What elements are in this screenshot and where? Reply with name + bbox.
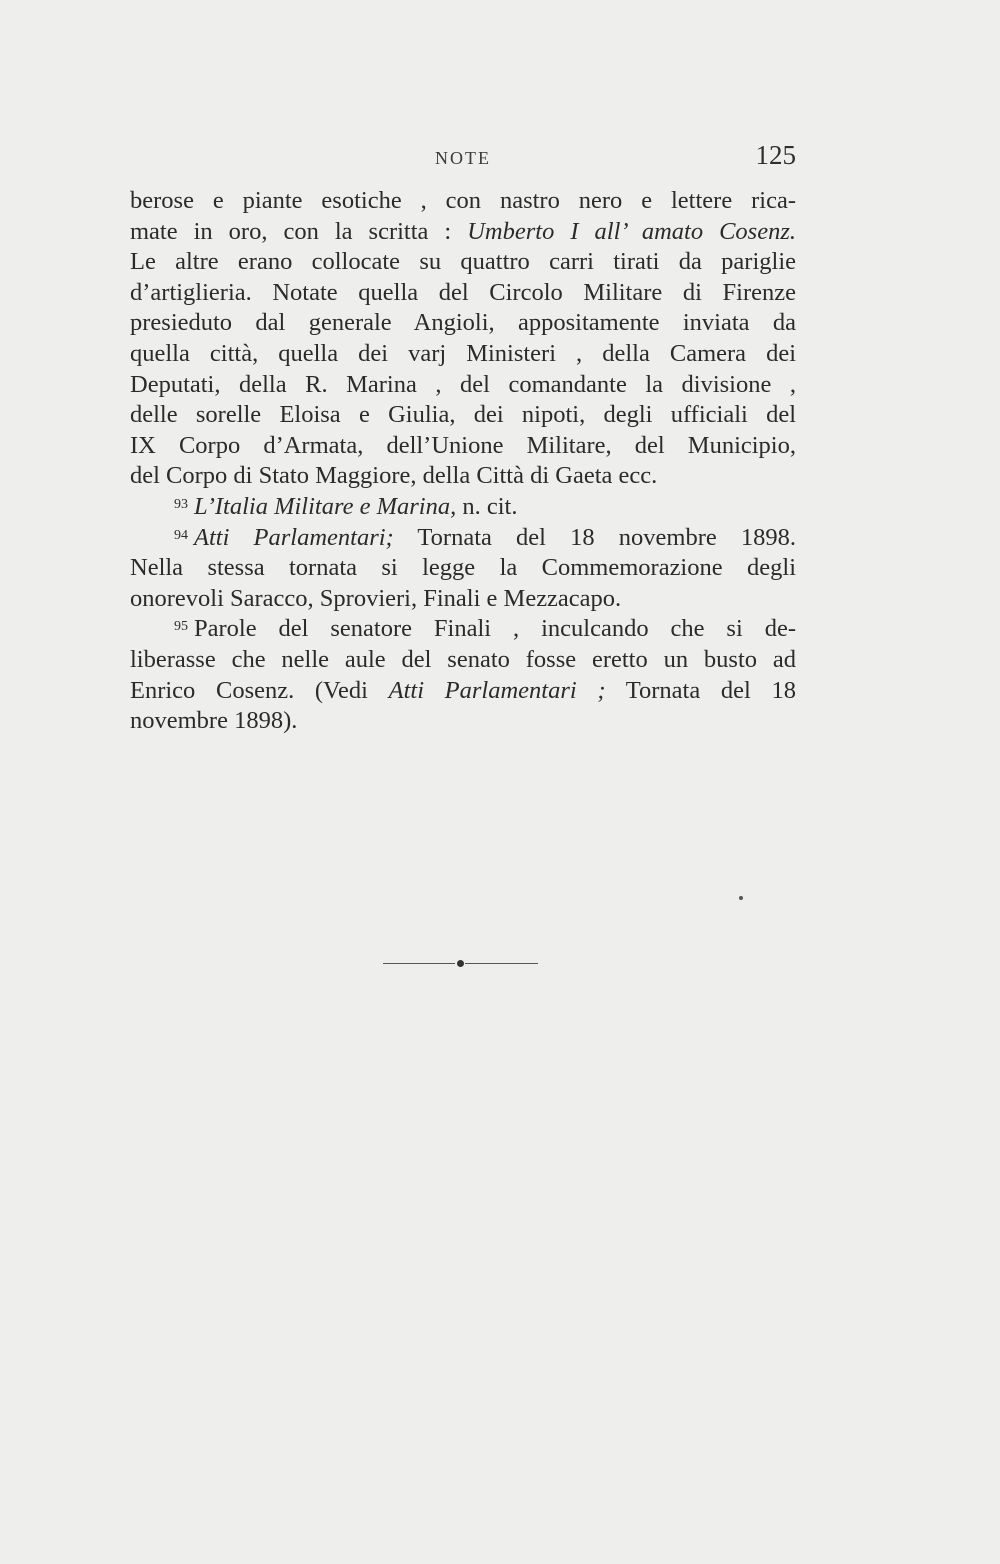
- text-line: quella città, quella dei varj Ministeri , della Camera dei: [130, 339, 796, 367]
- footnote-94: [130, 523, 796, 554]
- notes-text: [130, 186, 796, 737]
- text-line: Deputati, della R. Marina , del comandante la divisione ,: [130, 370, 796, 398]
- italic-reference: Atti Parlamentari ;: [388, 676, 606, 704]
- text-segment: Tornata del 18 novembre 1898.: [393, 523, 796, 551]
- ornament-rule-left: [383, 963, 455, 964]
- section-end-ornament: [383, 958, 538, 970]
- text-line: [130, 217, 796, 248]
- text-segment: n. cit.: [456, 492, 518, 520]
- footnote-93: [130, 492, 796, 523]
- running-title: NOTE: [435, 148, 491, 168]
- running-head: [130, 140, 796, 180]
- ornament-dot: [457, 960, 464, 967]
- text-line: IX Corpo d’Armata, dell’Unione Militare, del Municipio,: [130, 431, 796, 459]
- text-line: delle sorelle Eloisa e Giulia, dei nipoti, degli ufficiali del: [130, 401, 796, 429]
- text-line: onorevoli Saracco, Sprovieri, Finali e Mezzacapo.: [130, 584, 622, 612]
- paper-speck: [739, 896, 743, 900]
- footnote-title: L’Italia Militare e Marina,: [194, 492, 457, 520]
- text-line: presieduto dal generale Angioli, appositamente inviata da: [130, 309, 796, 337]
- ornament-rule-right: [465, 963, 538, 964]
- text-segment: Tornata del 18: [605, 676, 796, 704]
- footnote-95: [130, 614, 796, 645]
- text-line: liberasse che nelle aule del senato fosse eretto un busto ad: [130, 645, 796, 673]
- footnote-number: 95: [174, 619, 188, 635]
- page-number: 125: [755, 140, 796, 170]
- text-line: Le altre erano collocate su quattro carri tirati da pariglie: [130, 248, 796, 276]
- footnote-number: 94: [174, 527, 188, 543]
- text-line: Nella stessa tornata si legge la Commemorazione degli: [130, 554, 796, 582]
- text-segment: Parole del senatore Finali , inculcando che si de-: [194, 615, 796, 643]
- text-line: d’artiglieria. Notate quella del Circolo Militare di Firenze: [130, 278, 796, 306]
- italic-dedication: Umberto I all’ amato Cosenz.: [467, 217, 796, 245]
- footnote-title: Atti Parlamentari;: [194, 523, 394, 551]
- text-line: novembre 1898).: [130, 707, 298, 735]
- text-line: berose e piante esotiche , con nastro nero e lettere rica-: [130, 187, 796, 214]
- text-segment: mate in oro, con la scritta :: [130, 217, 468, 245]
- text-line: del Corpo di Stato Maggiore, della Città di Gaeta ecc.: [130, 462, 658, 490]
- text-segment: Enrico Cosenz. (Vedi: [130, 676, 389, 704]
- footnote-number: 93: [174, 496, 188, 512]
- text-line: [130, 676, 796, 707]
